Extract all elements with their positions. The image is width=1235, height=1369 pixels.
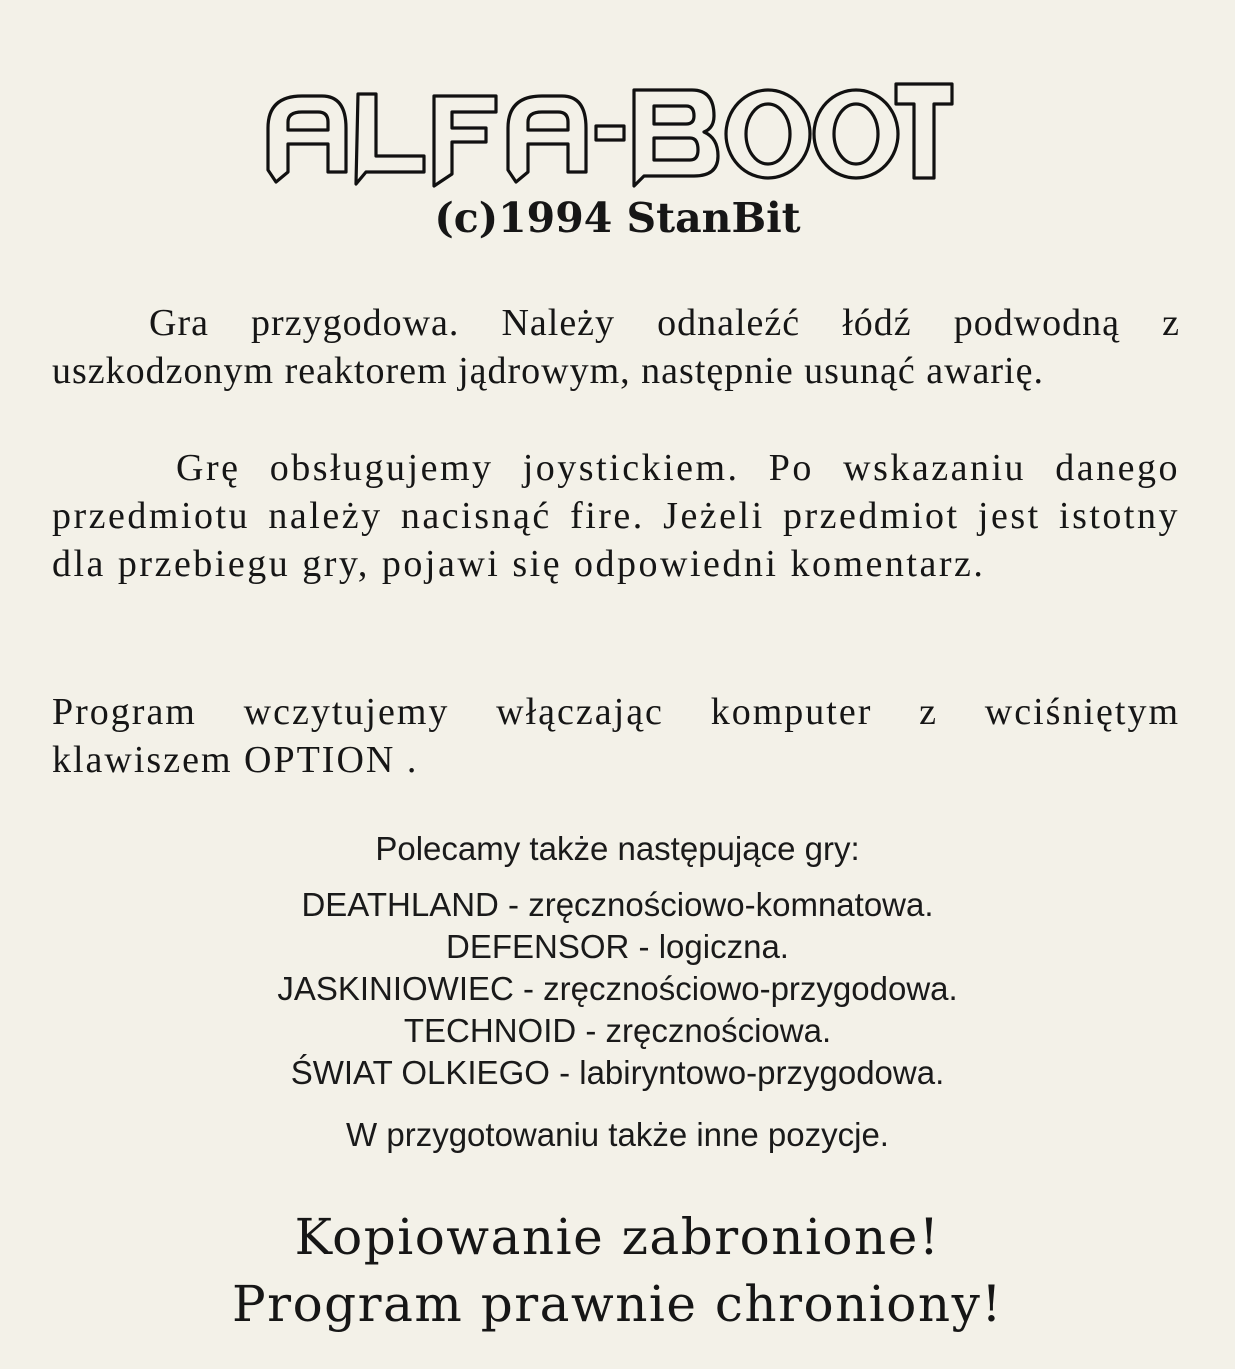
recommended-games xyxy=(0,826,1235,1160)
game-row: DEATHLAND - zręcznościowo-komnatowa. xyxy=(301,886,934,923)
copy-protection-notice xyxy=(0,1204,1235,1338)
loading-instructions: Program wczytujemy włączając komputer z wciśniętym klawiszem OPTION . xyxy=(52,691,1180,781)
recommended-intro: Polecamy także następujące gry: xyxy=(375,830,860,867)
recommended-outro: W przygotowaniu także inne pozycje. xyxy=(346,1116,889,1153)
game-genre: zręcznościowo-komnatowa. xyxy=(528,886,934,923)
game-row: TECHNOID - zręcznościowa. xyxy=(403,1012,832,1049)
game-row: ŚWIAT OLKIEGO - labiryntowo-przygodowa. xyxy=(290,1054,945,1091)
alfa-boot-logo xyxy=(262,76,956,192)
game-genre: zręcznościowa. xyxy=(605,1012,832,1049)
footer-line-1: Kopiowanie zabronione! xyxy=(294,1208,941,1266)
game-name: JASKINIOWIEC xyxy=(277,970,514,1007)
game-name: DEATHLAND xyxy=(301,886,499,923)
description-paragraph-2: Grę obsługujemy joystickiem. Po wskazaniu danego przedmiotu należy nacisnąć fire. Jeżeli przedmiot jest istotny dla przebiegu gry, pojawi się odpowiedni komentarz. xyxy=(52,447,1180,585)
game-name: ŚWIAT OLKIEGO xyxy=(290,1054,550,1091)
game-genre: logiczna. xyxy=(658,928,789,965)
game-name: DEFENSOR xyxy=(446,928,630,965)
game-genre: zręcznościowo-przygodowa. xyxy=(543,970,958,1007)
copyright-line: (c)1994 StanBit xyxy=(434,194,801,242)
game-row: JASKINIOWIEC - zręcznościowo-przygodowa. xyxy=(277,970,958,1007)
footer-line-2: Program prawnie chroniony! xyxy=(232,1275,1003,1333)
game-genre: labiryntowo-przygodowa. xyxy=(579,1054,945,1091)
description-paragraph-1: Gra przygodowa. Należy odnaleźć łódź podwodną z uszkodzonym reaktorem jądrowym, następnie usunąć awarię. xyxy=(52,302,1180,392)
game-name: TECHNOID xyxy=(403,1012,577,1049)
game-row: DEFENSOR - logiczna. xyxy=(446,928,789,965)
